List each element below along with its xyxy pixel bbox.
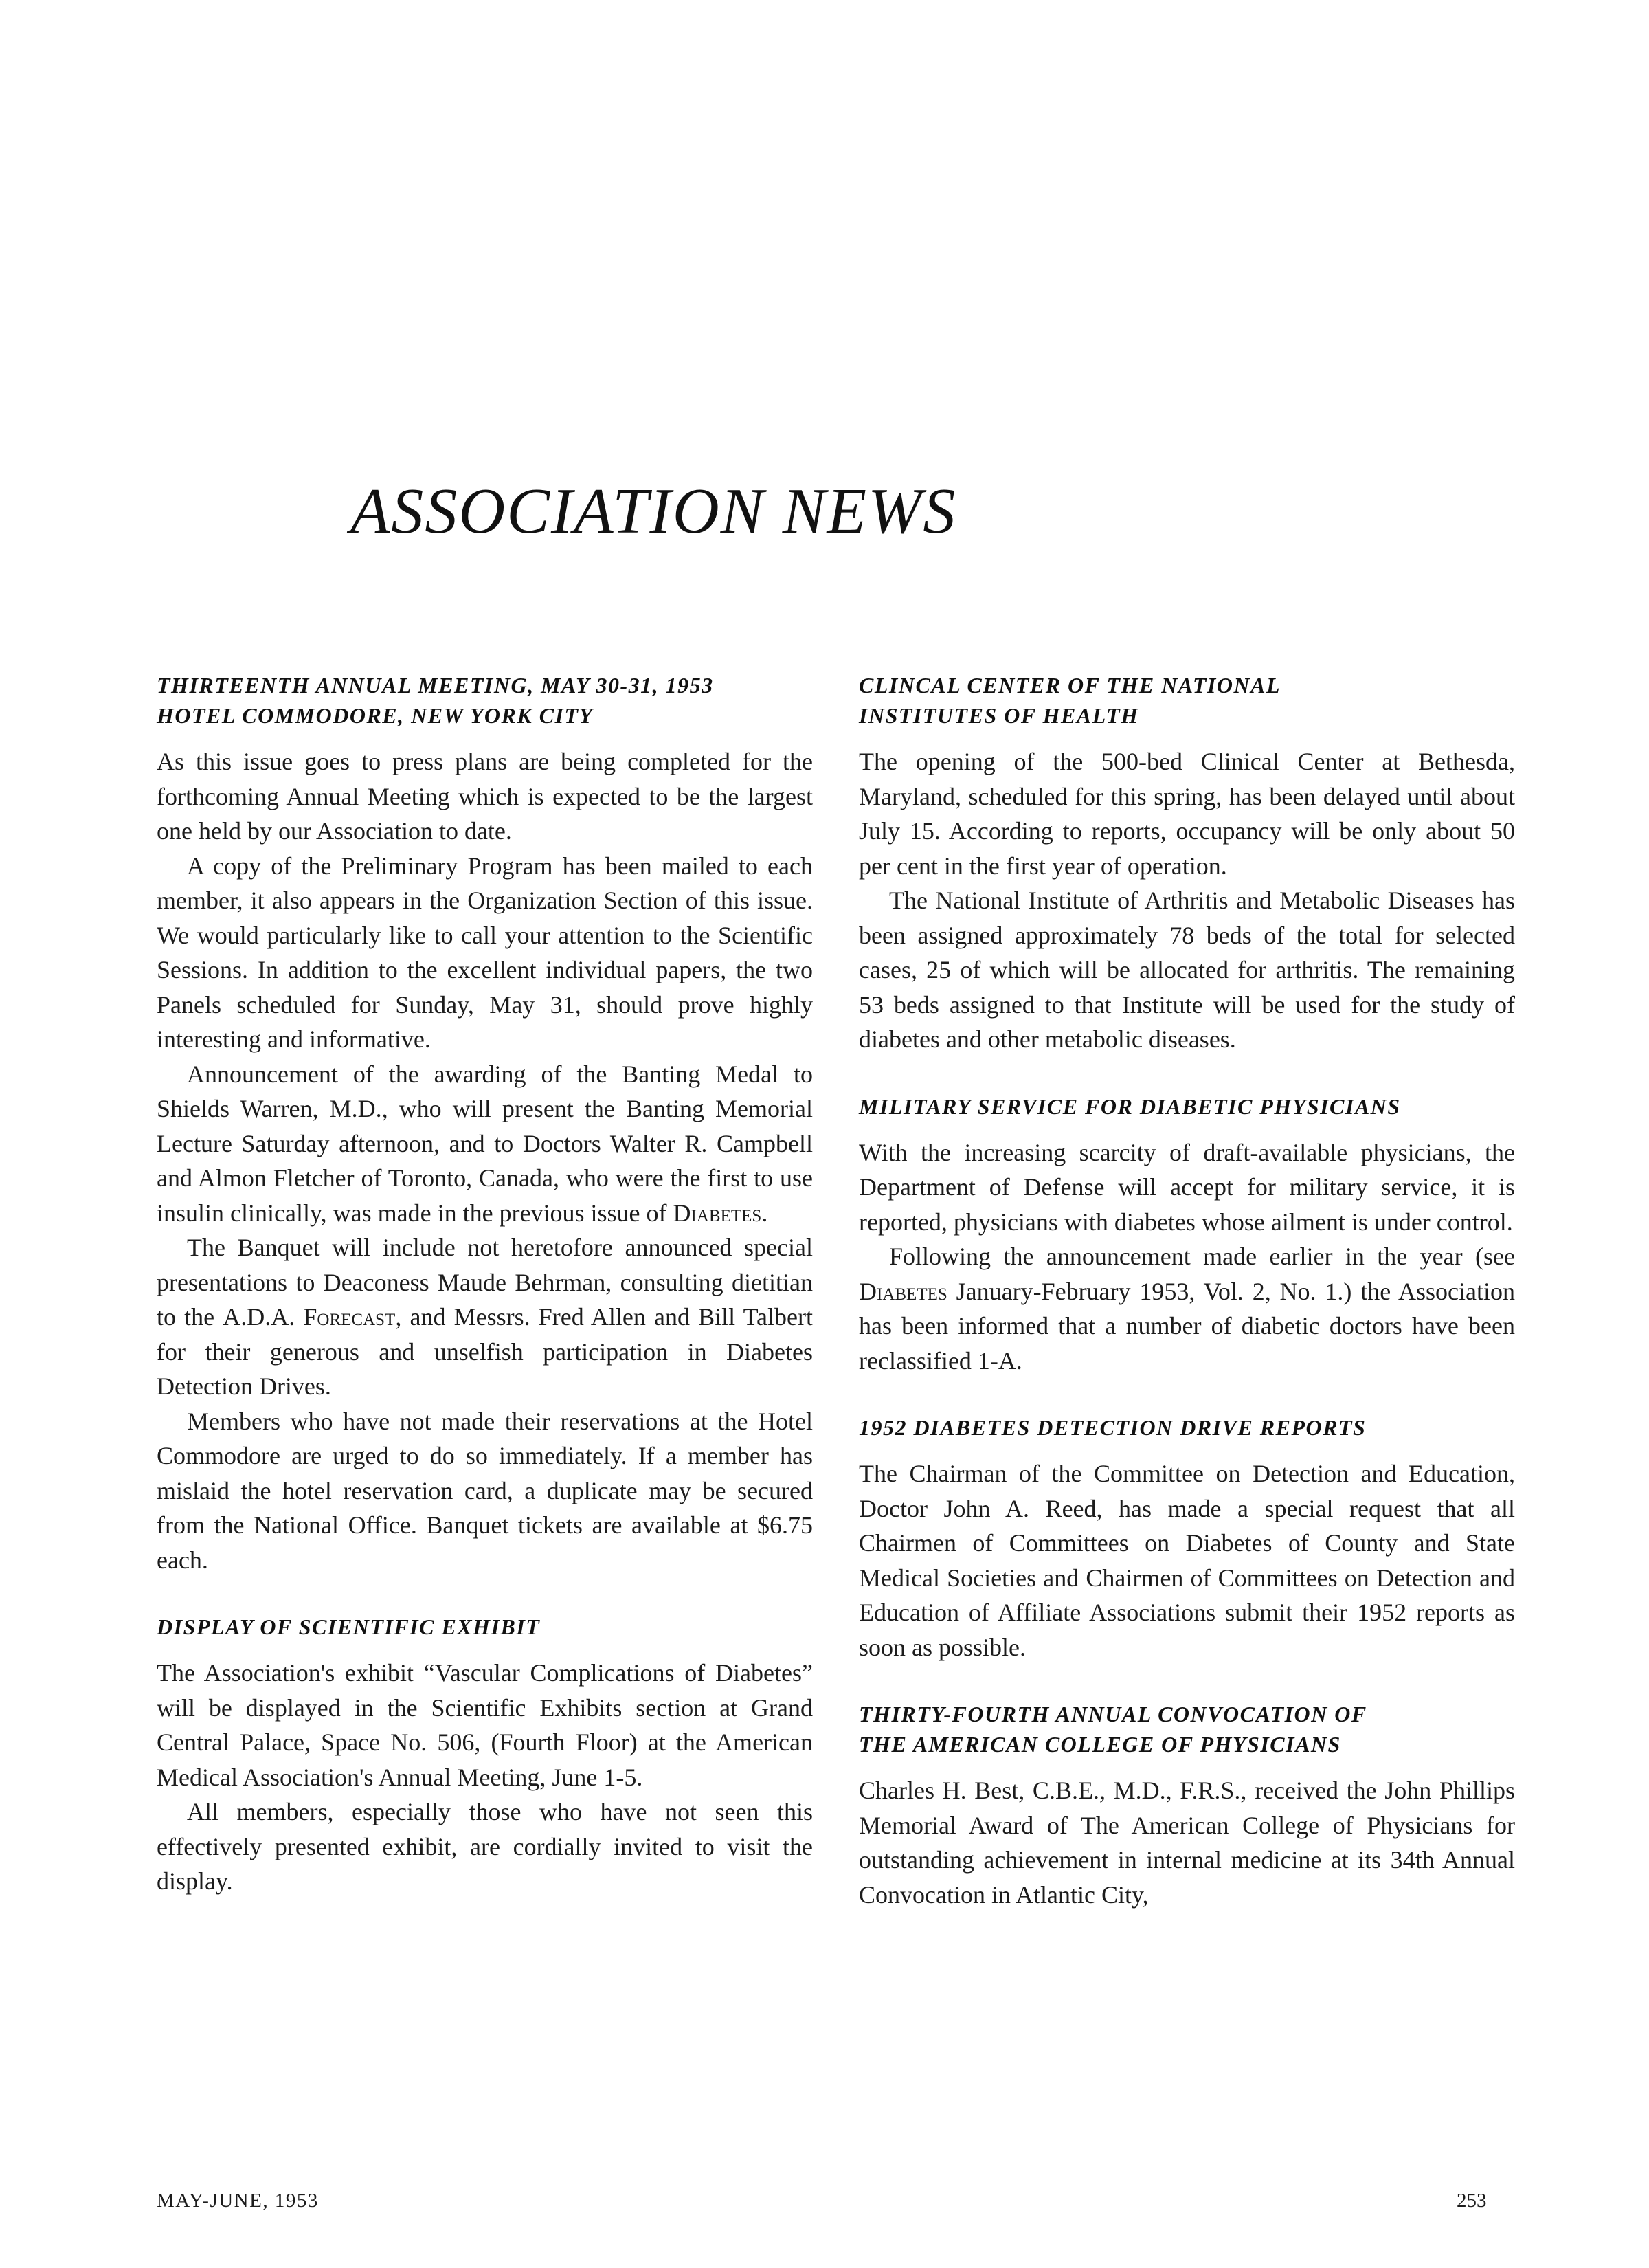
banting-announcement-end: . [761,1199,768,1227]
annual-meeting-heading-line1: THIRTEENTH ANNUAL MEETING, MAY 30-31, 1953 [157,673,714,698]
page-number: 253 [1457,2190,1487,2212]
convocation-section [859,1699,1515,1912]
clinical-center-paragraph-2: The National Institute of Arthritis and Metabolic Diseases has been assigned approximately 78 beds of the total for selected cases, 25 of which will be allocated for arthritis. The remaining 53 beds assigned to that Institute will be used for the study of diabetes and other metabolic diseases. [859,887,1515,1053]
clinical-center-heading-line2: INSTITUTES OF HEALTH [859,703,1139,728]
banquet-text-start: The Banquet will include not heretofore announced special presentations to Deaconess Maude Behrman, consulting dietitian to the [157,1234,813,1331]
military-service-section [859,1091,1515,1379]
left-column [157,670,813,1899]
scientific-exhibit-paragraph-2: All members, especially those who have not seen this effectively presented exhibit, are cordially invited to visit the display. [157,1798,813,1895]
clinical-center-paragraph-1: The opening of the 500-bed Clinical Center at Bethesda, Maryland, scheduled for this spring, has been delayed until about July 15. According to reports, occupancy will be only about 50 per cent in the first year of operation. [859,748,1515,880]
convocation-heading [859,1699,1515,1759]
detection-drive-section [859,1412,1515,1665]
journal-name-diabetes: Diabetes [673,1199,762,1227]
annual-meeting-paragraph-3 [157,1057,813,1231]
military-text-end: January-February 1953, Vol. 2, No. 1.) the Association has been informed that a number of diabetic doctors have been reclassified 1-A. [859,1277,1516,1375]
annual-meeting-paragraph-5: Members who have not made their reservations at the Hotel Commodore are urged to do so immediately. If a member has mislaid the hotel reservation card, a duplicate may be secured from the National Office. Banquet tickets are available at $6.75 each. [157,1407,813,1574]
scientific-exhibit-section [157,1612,813,1899]
detection-drive-heading: 1952 DIABETES DETECTION DRIVE REPORTS [859,1415,1367,1440]
right-column [859,670,1515,1912]
journal-name-diabetes: Diabetes [859,1277,947,1305]
annual-meeting-paragraph-1: As this issue goes to press plans are being completed for the forthcoming Annual Meeting which is expected to be the largest one held by our Association to date. [157,748,813,845]
annual-meeting-heading-line2: HOTEL COMMODORE, NEW YORK CITY [157,703,594,728]
banquet-text-end: , and Messrs. Fred Allen and Bill Talbert for their generous and unselfish participation in Diabetes Detection Drives. [157,1303,814,1400]
annual-meeting-paragraph-2: A copy of the Preliminary Program has been mailed to each member, it also appears in the Organization Section of this issue. We would particularly like to call your attention to the Scientific Sessions. In addition to the excellent individual papers, the two Panels scheduled for Sunday, May 31, should prove highly interesting and informative. [157,852,813,1053]
banting-announcement-text: Announcement of the awarding of the Banting Medal to Shields Warren, M.D., who will present the Banting Memorial Lecture Saturday afternoon, and to Doctors Walter R. Campbell and Almon Fletcher of Toronto, Canada, who were the first to use insulin clinically, was made in the previous issue of [157,1060,813,1227]
military-service-heading: MILITARY SERVICE FOR DIABETIC PHYSICIANS [859,1093,1401,1119]
military-service-paragraph-1: With the increasing scarcity of draft-available physicians, the Department of Defense will accept for military service, it is reported, physicians with diabetes whose ailment is under control. [859,1138,1515,1236]
detection-drive-paragraph-1: The Chairman of the Committee on Detection and Education, Doctor John A. Reed, has made a special request that all Chairmen of Committees on Diabetes of County and State Medical Societies and Chairmen of Committees on Detection and Education of Affiliate Associations submit their 1952 reports as soon as possible. [859,1460,1515,1661]
page-title: ASSOCIATION NEWS [350,476,957,547]
annual-meeting-heading [157,670,813,731]
issue-date-footer: MAY-JUNE, 1953 [157,2190,319,2212]
scientific-exhibit-heading: DISPLAY OF SCIENTIFIC EXHIBIT [157,1614,541,1639]
scientific-exhibit-paragraph-1: The Association's exhibit “Vascular Complications of Diabetes” will be displayed in the Scientific Exhibits section at Grand Central Palace, Space No. 506, (Fourth Floor) at the American Medical Association's Annual Meeting, June 1-5. [157,1659,813,1791]
clinical-center-heading [859,670,1515,731]
annual-meeting-paragraph-4 [157,1230,813,1404]
convocation-heading-line2: THE AMERICAN COLLEGE OF PHYSICIANS [859,1732,1341,1757]
convocation-paragraph-1: Charles H. Best, C.B.E., M.D., F.R.S., received the John Phillips Memorial Award of The American College of Physicians for outstanding achievement in internal medicine at its 34th Annual Convocation in Atlantic City, [859,1777,1515,1909]
military-service-paragraph-2 [859,1239,1515,1378]
convocation-heading-line1: THIRTY-FOURTH ANNUAL CONVOCATION OF [859,1702,1367,1726]
clinical-center-section [859,670,1515,1057]
annual-meeting-section [157,670,813,1577]
military-text-start: Following the announcement made earlier in the year (see [889,1243,1515,1270]
forecast-name: A.D.A. Forecast [223,1303,396,1331]
clinical-center-heading-line1: CLINCAL CENTER OF THE NATIONAL [859,673,1281,698]
